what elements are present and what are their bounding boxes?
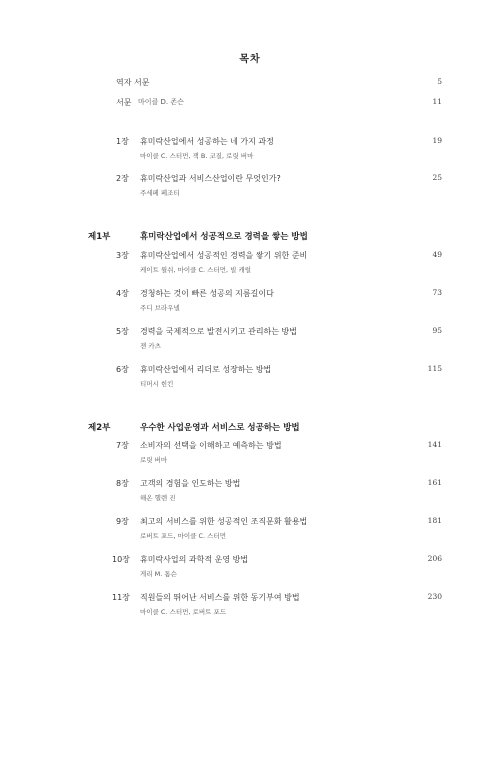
chapter-number: 1장 [116,137,129,146]
chapter-title: 휴미락산업에서 성공적인 경력을 쌓기 위한 준비 [140,251,308,260]
chapter-title: 휴미락사업의 과학적 운영 방법 [140,555,249,564]
chapter-title: 소비자의 선택을 이해하고 예측하는 방법 [140,441,282,450]
part-label: 제2부 [88,423,111,433]
entry-label: 서문 [116,98,132,107]
part-title: 휴미락산업에서 성공적으로 경력을 쌓는 방법 [140,232,308,242]
chapter-authors: 마이클 C. 스터먼, 잭 B. 코질, 로릿 버마 [140,152,254,160]
chapter-authors: 해온 헬렌 진 [140,494,176,502]
entry-label: 역자 서문 [116,78,150,87]
chapter-number: 8장 [116,479,129,488]
chapter-number: 3장 [116,251,129,260]
chapter-authors: 케이트 윌쉬, 마이클 C. 스터먼, 빌 캐럴 [140,266,252,274]
page-number: 206 [427,554,442,563]
page-number: 11 [432,97,442,106]
part-label: 제1부 [88,232,111,242]
chapter-number: 7장 [116,441,129,450]
page-number: 5 [437,77,442,86]
chapter-title: 경력을 국제적으로 발전시키고 관리하는 방법 [140,327,298,336]
chapter-number: 10장 [112,555,130,564]
page-number: 115 [427,364,442,373]
chapter-number: 5장 [116,327,129,336]
toc-title: 목차 [239,54,261,65]
chapter-number: 9장 [116,517,129,526]
page-number: 95 [432,326,442,335]
chapter-number: 2장 [116,174,129,183]
chapter-authors: 마이클 C. 스터먼, 로버트 포드 [140,608,227,616]
chapter-title: 휴미락산업과 서비스산업이란 무엇인가? [140,174,281,183]
page-number: 25 [432,173,442,182]
chapter-authors: 주세페 페조티 [140,189,180,197]
page-number: 181 [427,516,442,525]
part-title: 우수한 사업운영과 서비스로 성공하는 방법 [140,423,300,433]
chapter-number: 4장 [116,289,129,298]
chapter-number: 11장 [112,593,130,602]
page-number: 230 [427,592,442,601]
page-number: 49 [432,250,442,259]
chapter-title: 경청하는 것이 빠른 성공의 지름길이다 [140,289,274,298]
page-number: 19 [432,136,442,145]
chapter-authors: 로릿 버마 [140,456,168,464]
chapter-title: 휴미락산업에서 리더로 성장하는 방법 [140,365,272,374]
chapter-authors: 로버트 포드, 마이클 C. 스터먼 [140,532,227,540]
page-number: 161 [427,478,442,487]
entry-author: 마이클 D. 존슨 [138,98,184,106]
chapter-title: 고객의 경험을 인도하는 방법 [140,479,241,488]
page-number: 141 [427,440,442,449]
page-number: 73 [432,288,442,297]
chapter-title: 최고의 서비스를 위한 성공적인 조직문화 활용법 [140,517,308,526]
chapter-authors: 잰 카츠 [140,342,161,350]
chapter-title: 휴미락산업에서 성공하는 네 가지 과정 [140,137,274,146]
chapter-authors: 게리 M. 톰슨 [140,570,177,578]
chapter-authors: 주디 브라우넬 [140,304,180,312]
chapter-number: 6장 [116,365,129,374]
chapter-authors: 티머시 힌킨 [140,380,174,388]
chapter-title: 직원들의 뛰어난 서비스를 위한 동기부여 방법 [140,593,300,602]
